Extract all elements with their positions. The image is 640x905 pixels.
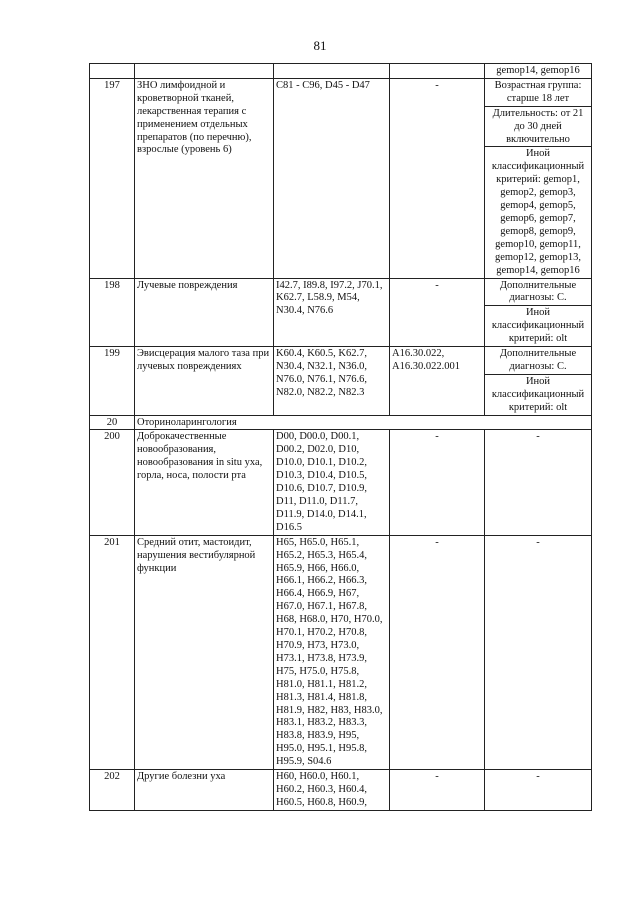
mkb-codes: C81 - C96, D45 - D47: [274, 78, 390, 278]
ad-codes: -: [390, 535, 485, 769]
group-name: Доброкачественные новообразования, новообразования in situ уха, горла, носа, полости рта: [135, 430, 274, 535]
tariff-table: [89, 63, 592, 811]
cell-ad: [390, 64, 485, 79]
ad-codes: -: [390, 430, 485, 535]
criterion-additional-diagnoses: Дополнительные диагнозы: C.: [485, 347, 592, 375]
page-number: 81: [313, 38, 327, 53]
criterion-duration: Длительность: от 21 до 30 дней включительно: [485, 106, 592, 147]
criterion-other: Иной классификационный критерий: gemop1, gemop2, gemop3, gemop4, gemop5, gemop6, gemop7, gemop8, gemop9, gemop10, gemop11, gemop12, gemop13, gemop14, gemop16: [485, 147, 592, 278]
mkb-codes: D00, D00.0, D00.1, D00.2, D02.0, D10, D10.0, D10.1, D10.2, D10.3, D10.4, D10.5, D10.6, D10.7, D10.9, D11, D11.0, D11.7, D11.9, D14.0, D14.1, D16.5: [274, 430, 390, 535]
table-row-197: [90, 78, 592, 106]
ad-codes: A16.30.022, A16.30.022.001: [390, 347, 485, 416]
section-title: Оториноларингология: [135, 415, 592, 430]
row-number: 197: [90, 78, 135, 278]
row-number: 198: [90, 278, 135, 347]
mkb-codes: K60.4, K60.5, K62.7, N30.4, N32.1, N36.0, N76.0, N76.1, N76.6, N82.0, N82.2, N82.3: [274, 347, 390, 416]
cell-criteria: -: [485, 770, 592, 811]
ad-codes: -: [390, 278, 485, 347]
cell-criteria: -: [485, 535, 592, 769]
row-number: 200: [90, 430, 135, 535]
mkb-codes: I42.7, I89.8, I97.2, J70.1, K62.7, L58.9, M54, N30.4, N76.6: [274, 278, 390, 347]
group-name: Другие болезни уха: [135, 770, 274, 811]
table-row-198: [90, 278, 592, 306]
row-number: 201: [90, 535, 135, 769]
criterion-other: Иной классификационный критерий: olt: [485, 306, 592, 347]
group-name: ЗНО лимфоидной и кроветворной тканей, лекарственная терапия с применением отдельных препаратов (по перечню), взрослые (уровень 6): [135, 78, 274, 278]
table-row-199: [90, 347, 592, 375]
cell-mkb: [274, 64, 390, 79]
table-row-continuation: [90, 64, 592, 79]
cell-num: [90, 64, 135, 79]
ad-codes: -: [390, 770, 485, 811]
section-row: [90, 415, 592, 430]
group-name: Эвисцерация малого таза при лучевых повреждениях: [135, 347, 274, 416]
criterion-age: Возрастная группа: старше 18 лет: [485, 78, 592, 106]
criterion-other: Иной классификационный критерий: olt: [485, 374, 592, 415]
row-number: 199: [90, 347, 135, 416]
group-name: Средний отит, мастоидит, нарушения вестибулярной функции: [135, 535, 274, 769]
table-row-201: [90, 535, 592, 769]
group-name: Лучевые повреждения: [135, 278, 274, 347]
ad-codes: -: [390, 78, 485, 278]
cell-criteria: gemop14, gemop16: [485, 64, 592, 79]
table-row-200: [90, 430, 592, 535]
section-number: 20: [90, 415, 135, 430]
cell-criteria: -: [485, 430, 592, 535]
cell-name: [135, 64, 274, 79]
row-number: 202: [90, 770, 135, 811]
mkb-codes: H60, H60.0, H60.1, H60.2, H60.3, H60.4, H60.5, H60.8, H60.9,: [274, 770, 390, 811]
table-row-202: [90, 770, 592, 811]
criterion-additional-diagnoses: Дополнительные диагнозы: C.: [485, 278, 592, 306]
mkb-codes: H65, H65.0, H65.1, H65.2, H65.3, H65.4, H65.9, H66, H66.0, H66.1, H66.2, H66.3, H66.4, H66.9, H67, H67.0, H67.1, H67.8, H68, H68.0, H70, H70.0, H70.1, H70.2, H70.8, H70.9, H73, H73.0, H73.1, H73.8, H73.9, H75, H75.0, H75.8, H81.0, H81.1, H81.2, H81.3, H81.4, H81.8, H81.9, H82, H83, H83.0, H83.1, H83.2, H83.3, H83.8, H83.9, H95, H95.0, H95.1, H95.8, H95.9, S04.6: [274, 535, 390, 769]
